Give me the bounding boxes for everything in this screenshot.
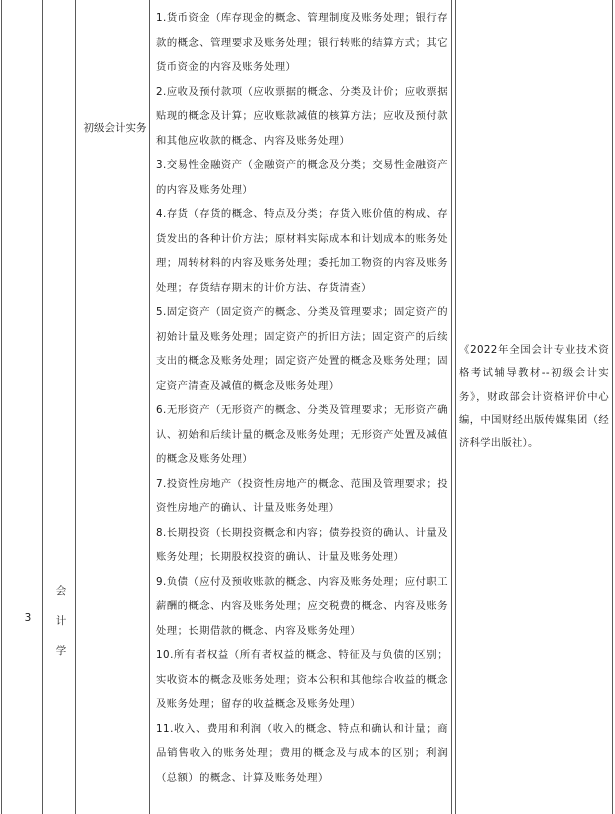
column-divider	[455, 0, 456, 814]
topic-item: 5.固定资产（固定资产的概念、分类及管理要求；固定资产的初始计量及账务处理；固定资产的折旧方法；固定资产的后续支出的概念及账务处理；固定资产处置的概念及账务处理；固定资产清查及减值的概念及账务处理）	[156, 306, 448, 392]
topic-item: 6.无形资产（无形资产的概念、分类及管理要求；无形资产确认、初始和后续计量的概念及账务处理；无形资产处置及减值的概念及账务处理）	[156, 404, 448, 465]
column-divider	[75, 0, 76, 814]
topic-item: 4.存货（存货的概念、特点及分类；存货入账价值的构成、存货发出的各种计价方法；原材料实际成本和计划成本的账务处理；周转材料的内容及账务处理；委托加工物资的内容及账务处理；存货结存期末的计价方法、存货清查）	[156, 208, 448, 294]
table-border-right	[612, 0, 613, 814]
subject-char: 会	[55, 585, 67, 597]
column-divider	[451, 0, 452, 814]
topic-item: 2.应收及预付款项（应收票据的概念、分类及计价；应收票据贴现的概念及计算；应收账款减值的核算方法；应收及预付款和其他应收款的概念、内容及账务处理）	[156, 85, 448, 147]
topic-item: 11.收入、费用和利润（收入的概念、特点和确认和计量；商品销售收入的账务处理；费用的概念及与成本的区别；利润（总额）的概念、计算及账务处理）	[156, 722, 448, 784]
topic-item: 10.所有者权益（所有者权益的概念、特征及与负债的区别；实收资本的概念及账务处理；资本公积和其他综合收益的概念及账务处理；留存的收益概念及账务处理）	[156, 649, 448, 710]
topic-item: 3.交易性金融资产（金融资产的概念及分类；交易性金融资产的内容及账务处理）	[156, 159, 448, 196]
topic-item: 8.长期投资（长期投资概念和内容；债券投资的确认、计量及账务处理；长期股权投资的确认、计量及账务处理）	[156, 526, 448, 563]
topic-item: 1.货币资金（库存现金的概念、管理制度及账务处理；银行存款的概念、管理要求及账务处理；银行转账的结算方式；其它货币资金的内容及账务处理）	[156, 12, 448, 73]
table-border-left	[1, 0, 2, 814]
course-name: 初级会计实务	[83, 122, 147, 134]
subject-char: 计	[55, 615, 67, 627]
subject-char: 学	[55, 645, 67, 657]
topic-item: 9.负债（应付及预收账款的概念、内容及账务处理；应付职工薪酬的概念、内容及账务处理；应交税费的概念、内容及账务处理；长期借款的概念、内容及账务处理）	[156, 575, 448, 637]
column-divider	[42, 0, 43, 814]
topic-list	[156, 6, 448, 790]
reference-text: 《2022年全国会计专业技术资格考试辅导教材--初级会计实务》，财政部会计资格评价中心编，中国财经出版传媒集团（经济科学出版社）。	[459, 344, 609, 450]
row-number: 3	[24, 612, 32, 624]
topic-item: 7.投资性房地产（投资性房地产的概念、范围及管理要求；投资性房地产的确认、计量及账务处理）	[156, 477, 448, 514]
